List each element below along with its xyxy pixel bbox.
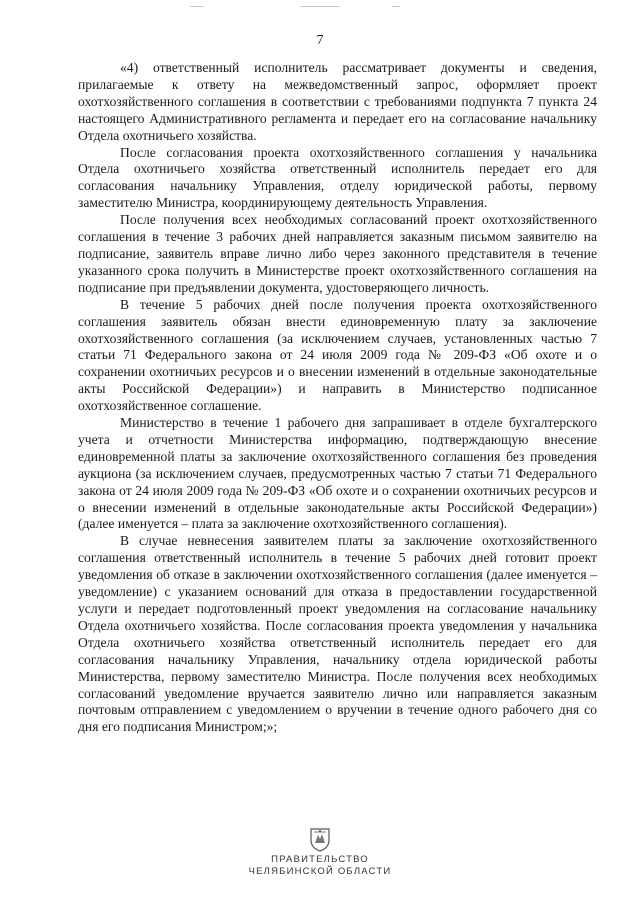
paragraph: В течение 5 рабочих дней после получения проекта охотхозяйственного соглашения заявитель обязан внести единовременную плату за заключение охотхозяйственного соглашения (за исключением случаев, установленных частью 7 статьи 71 Федерального закона от 24 июля 2009 года № 209-ФЗ «Об охоте и о сохранении охотничьих ресурсов и о внесении изменений в отдельные законодательные акты Российской Федерации») и направить в Министерство подписанное охотхозяйственное соглашение. — [78, 296, 597, 414]
scan-artifact — [190, 6, 204, 7]
footer-line-government: ПРАВИТЕЛЬСТВО — [271, 854, 369, 865]
paragraph: Министерство в течение 1 рабочего дня запрашивает в отделе бухгалтерского учета и отчетности Министерства информацию, подтверждающую внесение единовременной платы за заключение охотхозяйственного соглашения без проведения аукциона (за исключением случаев, предусмотренных частью 7 статьи 71 Федерального закона от 24 июля 2009 года № 209-ФЗ «Об охоте и о сохранении охотничьих ресурсов и о внесении изменений в отдельные законодательные акты Российской Федерации») (далее именуется – плата за заключение охотхозяйственного соглашения). — [78, 415, 597, 532]
paragraph: В случае невнесения заявителем платы за заключение охотхозяйственного соглашения ответственный исполнитель в течение 5 рабочих дней готовит проект уведомления об отказе в заключении охотхозяйственного соглашения (далее именуется – уведомление) с указанием оснований для отказа в предоставлении государственной услуги и передает подготовленный проект уведомления на согласование начальнику Отдела охотничьего хозяйства. После согласования проекта уведомления у начальника Отдела охотничьего хозяйства ответственный исполнитель передает его для согласования начальнику Управления, начальнику отдела юридической работы Министерства, первому заместителю Министра. После получения всех необходимых согласований уведомление вручается заявителю лично или направляется заказным почтовым отправлением с уведомлением о вручении в течение одного рабочего дня со дня его подписания Министром;»; — [78, 533, 597, 735]
paragraph: После получения всех необходимых согласований проект охотхозяйственного соглашения в течение 3 рабочих дней направляется заказным письмом заявителю на подписание, заявитель вправе лично либо через законного представителя в течение указанного срока получить в Министерстве проект охотхозяйственного соглашения на подписание при предъявлении документа, удостоверяющего личность. — [78, 212, 597, 295]
coat-of-arms-icon — [309, 826, 331, 852]
footer-line-region: ЧЕЛЯБИНСКОЙ ОБЛАСТИ — [248, 866, 392, 877]
paragraph: «4) ответственный исполнитель рассматривает документы и сведения, прилагаемые к ответу на межведомственный запрос, оформляет проект охотхозяйственного соглашения в соответствии с требованиями подпункта 7 пункта 24 настоящего Административного регламента и передает его на согласование начальнику Отдела охотничьего хозяйства. — [78, 60, 597, 143]
document-body — [78, 60, 597, 736]
scan-artifact — [300, 6, 340, 7]
footer-stamp — [0, 826, 640, 878]
scan-artifact — [392, 6, 400, 7]
page-number: 7 — [316, 33, 324, 48]
paragraph: После согласования проекта охотхозяйственного соглашения у начальника Отдела охотничьего хозяйства ответственный исполнитель передает его для согласования начальнику Управления, отделу юридической работы, первому заместителю Министра, координирующему деятельность Управления. — [78, 144, 597, 211]
